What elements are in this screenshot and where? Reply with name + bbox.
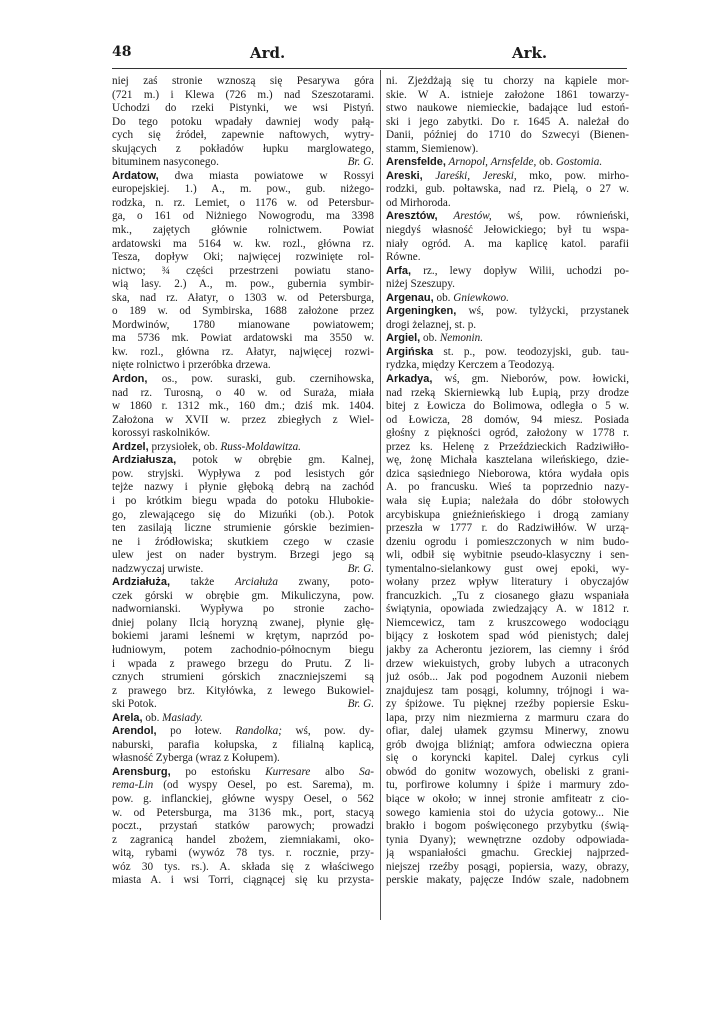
- text-line: [386, 847, 629, 861]
- text-line: [112, 102, 374, 116]
- italic-reference: Jareśki, Jereski,: [422, 169, 517, 182]
- text-line: [386, 292, 629, 306]
- text-line: [112, 265, 374, 279]
- text-line: [112, 400, 374, 414]
- line-text: lapa, przy nim niezmierna z marmuru czara do: [386, 711, 629, 724]
- line-text: ulew jest on nader bystrym. Brzegi jego są: [112, 549, 374, 562]
- line-text: tejże nazwy i płynie głęboką debrą na zachód: [112, 481, 374, 494]
- text-line: [386, 251, 629, 265]
- text-line: [112, 590, 374, 604]
- entry-headword: Argeningken,: [386, 305, 457, 318]
- text-line: [112, 779, 374, 793]
- text-line: [386, 346, 629, 360]
- text-line: [386, 861, 629, 875]
- text-line: [112, 319, 374, 333]
- page-number: 48: [112, 44, 132, 60]
- text-line: [112, 739, 374, 753]
- text-line: [386, 807, 629, 821]
- text-line: [112, 129, 374, 143]
- line-text: perskie makaty, pajęcze Indów szale, nadobnem: [386, 874, 629, 887]
- text-line: [112, 861, 374, 875]
- text-line: [386, 102, 629, 116]
- line-text: Tesza, dopływ Oki; najwięcej rozwinięte rol-: [112, 251, 374, 264]
- text-line: [386, 468, 629, 482]
- left-column: [112, 75, 374, 888]
- text-line: [112, 847, 374, 861]
- text-line: [112, 387, 374, 401]
- line-text: zwany, poto-: [277, 576, 374, 589]
- line-text: nad rzeką Skierniewką lub Łupią, przy drodze: [386, 386, 629, 399]
- line-text: ski Potok.: [112, 698, 157, 711]
- text-line: [112, 874, 374, 888]
- line-text: od Łowicza, 28 domów, 94 miesz. Posiada: [386, 413, 629, 426]
- line-text: Niemcewicz, tam z kruszcowego wodociągu: [386, 616, 629, 629]
- line-text: ne i źródłowiska; skutkiem czego w czasie: [112, 535, 374, 548]
- text-line: [112, 712, 374, 726]
- line-text: nadzwyczaj urwiste.: [112, 562, 204, 575]
- line-text: Mordwinów, 1780 mianowane powiatowem;: [112, 318, 374, 331]
- line-text: dwa miasta powiatowe w Rossyi: [158, 169, 374, 182]
- line-text: skie. W A. istnieje założone 1861 towarzy-: [386, 88, 629, 101]
- text-line: [386, 224, 629, 238]
- text-line: [112, 441, 374, 455]
- line-text: skujących z pokładów łupku marglowatego,: [112, 142, 374, 155]
- text-line: [386, 441, 629, 455]
- line-text: już osób... Jak pod pogodnem Auzonii niebem: [386, 671, 629, 684]
- line-text: (od wyspy Oesel, po est. Sarema), m.: [153, 779, 374, 792]
- line-text: ma 5736 mk. Powiat ardatowski ma 3550 w.: [112, 332, 374, 345]
- column-divider: [380, 70, 381, 920]
- text-line: [386, 495, 629, 509]
- line-text: bituminem nasyconego.: [112, 156, 219, 169]
- line-text: z prawego brz. Kityłówka, z lewego Bukowiel-: [112, 684, 374, 697]
- text-line: [386, 143, 629, 157]
- text-line: [112, 671, 374, 685]
- line-text: Uchodzi do rzeki Pistynki, we wsi Pistyń.: [112, 102, 374, 115]
- line-text: wś, pow. równieński,: [491, 210, 629, 223]
- text-line: [386, 170, 629, 184]
- text-line: [386, 617, 629, 631]
- line-text: kw. rozl., główna rz. Ałatyr, najwięcej rozwi-: [112, 345, 374, 358]
- text-line: [112, 536, 374, 550]
- line-text: wli, odbił się wybitnie pseudo-klasyczny i sen-: [386, 549, 629, 562]
- italic-reference: Gostomia.: [555, 156, 603, 169]
- line-text: o 189 w. od Symbirska, 1688 założone przez: [112, 305, 374, 318]
- text-line: [112, 793, 374, 807]
- line-text: wę, żonę Michała kasztelana wileńskiego, dzie-: [386, 454, 629, 467]
- line-text: tymentalno-sielankowy gust owej epoki, wy-: [386, 562, 629, 575]
- line-text: grób dwojga bliźniąt; amfora odwieczna opiera: [386, 738, 629, 751]
- text-line: [386, 671, 629, 685]
- text-line: [112, 305, 374, 319]
- right-column: [386, 75, 629, 888]
- text-line: [112, 346, 374, 360]
- entry-headword: Ardatow,: [112, 169, 159, 182]
- line-text: ardatowski ma 5164 w. kw. rozl., główna rz.: [112, 237, 374, 250]
- text-line: [112, 509, 374, 523]
- line-text: biące w około; w innej stronie amfiteatr z cio-: [386, 792, 629, 805]
- line-text: francuzkich. „Tu z ciosanego głazu wspaniała: [386, 589, 629, 602]
- line-text: ga, o 161 od Niżniego Nowogrodu, ma 3398: [112, 210, 374, 223]
- text-line: [386, 183, 629, 197]
- italic-reference: Randolka;: [235, 725, 282, 738]
- text-line: [386, 427, 629, 441]
- text-line: [112, 278, 374, 292]
- line-text: od Mirhoroda.: [386, 196, 451, 209]
- line-text: cznych strumieni górskich znaczniejszemi są: [112, 671, 374, 684]
- text-line: [386, 89, 629, 103]
- text-line: [386, 834, 629, 848]
- text-line: [386, 373, 629, 387]
- text-line: [112, 698, 374, 712]
- text-line: [112, 238, 374, 252]
- text-line: [112, 563, 374, 577]
- line-text: A. po francusku. Wieś ta poprzednio nazy-: [386, 481, 629, 494]
- text-line: [386, 156, 629, 170]
- text-line: [386, 332, 629, 346]
- line-text: ofiar, dalej ułamek gzymsu Minerwy, znowu: [386, 725, 629, 738]
- italic-reference: Nemonin.: [439, 332, 484, 345]
- line-text: dzica sąsiedniego Nieborowa, która wydała opis: [386, 467, 629, 480]
- line-text: potok w obrębie gm. Kalnej,: [176, 454, 374, 467]
- text-line: [386, 698, 629, 712]
- line-text: rz., lewy dopływ Wilii, uchodzi po-: [411, 264, 629, 277]
- text-line: [112, 617, 374, 631]
- line-text: mk., zajętych głównie rolnictwem. Powiat: [112, 224, 374, 237]
- text-line: [386, 536, 629, 550]
- line-text: stwo naukowe niemieckie, badające lud estoń-: [386, 102, 629, 115]
- text-line: [112, 359, 374, 373]
- line-text: drogi żelaznej, st. p.: [386, 318, 477, 331]
- line-text: drzew wiekuistych, groby lubych a utraconych: [386, 657, 629, 670]
- line-text: nictwo; ¾ części przestrzeni powiatu stano-: [112, 264, 374, 277]
- line-text: niej zaś stronie wznoszą się Pesarywa góra: [112, 75, 374, 87]
- header-rule: [112, 68, 627, 69]
- text-line: [112, 414, 374, 428]
- text-line: [386, 590, 629, 604]
- line-text: pow. g. inflanckiej, główne wyspy Oesel, o 562: [112, 792, 374, 805]
- text-line: [112, 210, 374, 224]
- line-text: po łotew.: [156, 725, 236, 738]
- text-line: [386, 359, 629, 373]
- line-text: w. od Petersburga, ma 3136 mk., port, stacyą: [112, 806, 374, 819]
- text-line: [386, 739, 629, 753]
- line-text: tynia Dyany); wewnętrzne ozdoby odpowiada-: [386, 833, 629, 846]
- entry-headword: Arfa,: [386, 264, 412, 277]
- line-text: poczt., przystań statków parowych; prowadzi: [112, 820, 374, 833]
- line-text: Założona w XVII w. przez zbiegłych z Wiel-: [112, 413, 374, 426]
- line-text: arcybiskupa gnieźnieńskiego i drogą zamiany: [386, 508, 629, 521]
- line-text: ten zasilają liczne strumienie górskie bezimien-: [112, 522, 374, 535]
- text-line: [386, 75, 629, 89]
- text-line: [112, 75, 374, 89]
- italic-reference: Arnopol, Arnsfelde,: [445, 156, 537, 169]
- line-text: bitej z Łowicza do Bolimowa, odległa o 5 w.: [386, 400, 629, 413]
- italic-reference: Arestów,: [437, 210, 492, 223]
- text-line: [386, 319, 629, 333]
- text-line: [112, 658, 374, 672]
- line-text: bijący z łoskotem spad wód pienistych; dalej: [386, 630, 629, 643]
- line-text: go, zlewającego się do Mizuńki (ob.). Potok: [112, 508, 374, 521]
- italic-reference: Gniewkowo.: [453, 291, 509, 304]
- text-line: [386, 265, 629, 279]
- line-text: jakby za Acherontu jeziorem, las ciemny i śród: [386, 643, 629, 656]
- text-line: [386, 685, 629, 699]
- line-text: rodzka, n. rz. Lemiet, o 1176 w. od Petersbur-: [112, 196, 374, 209]
- text-line: [112, 725, 374, 739]
- italic-reference: rema-Lin: [112, 779, 154, 792]
- line-text: wś, pow. dy-: [281, 725, 374, 738]
- italic-reference: Sa-: [359, 765, 374, 778]
- page-header: [112, 44, 627, 64]
- line-text: w 1860 r. 1312 mk., 160 dm.; dziś mk. 1404.: [112, 400, 374, 413]
- text-line: [386, 644, 629, 658]
- italic-reference: Arciałuża: [234, 576, 278, 589]
- text-line: [386, 509, 629, 523]
- italic-reference: Kurresare: [265, 765, 311, 778]
- line-text: niżej Szeszupy.: [386, 278, 455, 291]
- text-line: [386, 210, 629, 224]
- line-text: nięte rolnictwo i przeróbka drzewa.: [112, 359, 271, 372]
- line-text: wołany przez wpływ literatury i obyczajów: [386, 576, 629, 589]
- line-text: st. p., pow. teodozyjski, gub. tau-: [433, 345, 629, 358]
- line-text: ob.: [536, 156, 556, 169]
- entry-headword: Arela,: [112, 711, 143, 724]
- line-text: ni. Zjeżdżają się tu chorzy na kąpiele mor-: [386, 75, 629, 87]
- text-line: [112, 766, 374, 780]
- entry-headword: Argińska: [386, 345, 434, 358]
- text-line: [112, 89, 374, 103]
- line-text: korossyi raskolników.: [112, 427, 211, 440]
- line-text: przez ks. Helenę z Przeździeckich Radziwiłło-: [386, 440, 629, 453]
- text-line: [386, 766, 629, 780]
- text-line: [386, 400, 629, 414]
- line-text: miasta A. i wsi Torri, ciągnącej się ku przysta-: [112, 874, 374, 887]
- italic-reference: Russ-Moldawitza.: [220, 440, 301, 453]
- line-text: znajdujesz tam posągi, kolumny, trójnogi i wa-: [386, 684, 629, 697]
- text-line: [386, 563, 629, 577]
- line-text: czek górski w obrębie gm. Mikuliczyna, pow.: [112, 589, 374, 602]
- author-signature: Br. G.: [347, 562, 374, 575]
- text-line: [386, 752, 629, 766]
- line-text: ob.: [142, 711, 163, 724]
- line-text: wała się Łupia; należała do dóbr stołowych: [386, 494, 629, 507]
- text-line: [112, 820, 374, 834]
- line-text: ski i jego zabytki. Do r. 1645 A. należał do: [386, 115, 629, 128]
- line-text: ją wspaniałości gmachu. Greckiej najprzed-: [386, 847, 629, 860]
- entry-headword: Areski,: [386, 169, 423, 182]
- italic-reference: Masiady.: [162, 711, 203, 724]
- text-line: [112, 251, 374, 265]
- line-text: Do tego potoku wpadały dawniej wody pałą-: [112, 115, 374, 128]
- text-line: [386, 129, 629, 143]
- line-text: niały ogród. A. ma kaplicę katol. parafii: [386, 237, 629, 250]
- text-line: [386, 305, 629, 319]
- text-line: [386, 779, 629, 793]
- line-text: europejskiej. 1.) A., m. pow., gub. niżego-: [112, 183, 374, 196]
- text-line: [112, 332, 374, 346]
- entry-headword: Ardziałuża,: [112, 576, 171, 589]
- entry-headword: Arensburg,: [112, 765, 171, 778]
- text-line: [386, 522, 629, 536]
- text-line: [386, 658, 629, 672]
- line-text: cych się źródeł, zapewnie naftowych, wytry-: [112, 129, 374, 142]
- line-text: niegdyś własność Jełowickiego; był tu wspa-: [386, 224, 629, 237]
- line-text: pow. stryjski. Wypływa z pod lesistych gór: [112, 467, 374, 480]
- line-text: z zagranicą handel zbożem, ziemniakami, oko-: [112, 833, 374, 846]
- line-text: obwód do gonitw wozowych, obeliski z grani-: [386, 765, 629, 778]
- text-line: [386, 874, 629, 888]
- text-line: [112, 549, 374, 563]
- line-text: naburski, parafia kołupska, z filialną kaplicą,: [112, 738, 374, 751]
- text-line: [386, 549, 629, 563]
- text-line: [112, 481, 374, 495]
- line-text: ska, nad rz. Ałatyr, o 1303 w. od Petersburga,: [112, 291, 374, 304]
- line-text: (721 m.) i Klewa (726 m.) nad Szeszotarami.: [112, 88, 374, 101]
- left-running-head: Ard.: [250, 44, 286, 62]
- text-line: [112, 834, 374, 848]
- text-line: [112, 116, 374, 130]
- text-line: [386, 630, 629, 644]
- text-line: [112, 752, 374, 766]
- text-line: [112, 373, 374, 387]
- line-text: mko, pow. mirho-: [516, 169, 629, 182]
- text-line: [112, 197, 374, 211]
- line-text: świątynia, opowiada zwiedzający A. w 1812 r.: [386, 603, 629, 616]
- line-text: się o koryncki kapitel. Dalej cyrkus cyli: [386, 752, 629, 765]
- line-text: sowego kamienia stoi do użycia gotowy... Nie: [386, 806, 629, 819]
- entry-headword: Argiel,: [386, 332, 421, 345]
- text-line: [112, 427, 374, 441]
- text-line: [112, 454, 374, 468]
- line-text: przeszła w 1777 r. do Radziwiłłów. W urzą-: [386, 522, 629, 535]
- text-line: [386, 278, 629, 292]
- line-text: rydzka, między Kerczem a Teodozyą.: [386, 359, 555, 372]
- line-text: zy śpiżowe. Tu pięknej rzeźby popiersie Esku-: [386, 698, 629, 711]
- entry-headword: Arensfelde,: [386, 156, 446, 169]
- text-line: [386, 414, 629, 428]
- text-line: [112, 156, 374, 170]
- line-text: wś, gm. Nieborów, pow. łowicki,: [432, 373, 629, 386]
- line-text: witą, rybami (wywóz 78 tys. r. rocznie, przy-: [112, 847, 374, 860]
- line-text: nadwornianski. Wypływa po stronie zacho-: [112, 603, 374, 616]
- text-line: [112, 292, 374, 306]
- text-line: [112, 468, 374, 482]
- line-text: tu, porfirowe kolumny i śpiże i marmury zdo-: [386, 779, 629, 792]
- entry-headword: Aresztów,: [386, 210, 438, 223]
- text-line: [112, 807, 374, 821]
- text-line: [112, 170, 374, 184]
- line-text: własność Zyberga (wraz z Kołupem).: [112, 752, 280, 765]
- text-line: [112, 224, 374, 238]
- text-line: [386, 712, 629, 726]
- text-line: [386, 197, 629, 211]
- line-text: os., pow. suraski, gub. czernihowska,: [147, 373, 374, 386]
- entry-headword: Arkadya,: [386, 373, 433, 386]
- line-text: albo: [310, 765, 360, 778]
- line-text: głośny z piękności ogród, założony w 1778 r.: [386, 427, 629, 440]
- text-line: [386, 238, 629, 252]
- text-line: [112, 603, 374, 617]
- text-line: [112, 630, 374, 644]
- line-text: dzeniu ogrodu i pomieszczonych w nim budo-: [386, 535, 629, 548]
- text-line: [386, 603, 629, 617]
- author-signature: Br. G.: [347, 698, 374, 711]
- line-text: Danii, później do 1710 do Szwecyi (Bienen-: [386, 129, 629, 142]
- text-line: [112, 495, 374, 509]
- author-signature: Br. G.: [347, 156, 374, 169]
- line-text: ob.: [420, 332, 440, 345]
- line-text: rodzki, gub. połtawska, nad rz. Pielą, o 27 w.: [386, 183, 629, 196]
- line-text: brakło i bogom poświęconego przybytku (świą-: [386, 820, 629, 833]
- line-text: bokiemi jarami leśnemi w krętym, naprzód po-: [112, 630, 374, 643]
- text-line: [386, 387, 629, 401]
- entry-headword: Argenau,: [386, 291, 434, 304]
- text-line: [386, 481, 629, 495]
- line-text: łudniowym, potem zachodnio-północnym biegu: [112, 643, 374, 656]
- entry-headword: Arendol,: [112, 725, 157, 738]
- entry-headword: Ardziałusza,: [112, 454, 177, 467]
- entry-headword: Ardzel,: [112, 440, 149, 453]
- line-text: ob.: [433, 291, 454, 304]
- line-text: także: [170, 576, 235, 589]
- text-line: [386, 576, 629, 590]
- line-text: niejszej rzeźby posągi, popiersia, wazy, obrazy,: [386, 860, 629, 873]
- text-line: [112, 183, 374, 197]
- line-text: wią lasy. 2.) A., m. pow., gubernia symbir-: [112, 278, 374, 291]
- text-line: [112, 576, 374, 590]
- text-line: [112, 644, 374, 658]
- text-line: [112, 685, 374, 699]
- text-line: [386, 116, 629, 130]
- text-line: [386, 454, 629, 468]
- line-text: po estońsku: [170, 765, 266, 778]
- line-text: nad rz. Turosną, o 40 w. od Suraża, miała: [112, 386, 374, 399]
- text-line: [386, 793, 629, 807]
- line-text: stamm, Siemienow).: [386, 142, 479, 155]
- line-text: i po krótkim biegu wpada do potoku Hlubokie-: [112, 494, 374, 507]
- right-running-head: Ark.: [512, 44, 548, 62]
- text-line: [386, 725, 629, 739]
- line-text: i wpada z prawego brzegu do Prutu. Z li-: [112, 657, 374, 670]
- text-line: [386, 820, 629, 834]
- line-text: przysiołek, ob.: [148, 440, 221, 453]
- line-text: dniej polany Ilcią horyzną zwanej, płynie głę-: [112, 616, 374, 629]
- text-line: [112, 522, 374, 536]
- entry-headword: Ardon,: [112, 373, 148, 386]
- line-text: wóz 30 tys. rs.). A. składa się z właściwego: [112, 860, 374, 873]
- text-line: [112, 143, 374, 157]
- line-text: Równe.: [386, 251, 421, 264]
- line-text: wś, pow. tylżycki, przystanek: [456, 305, 629, 318]
